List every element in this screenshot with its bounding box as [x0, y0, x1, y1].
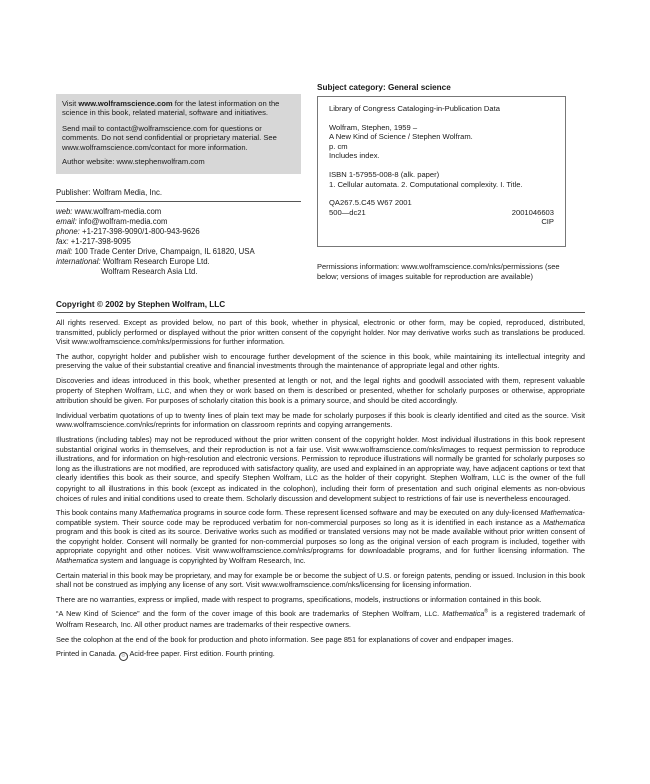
- legal-paragraph: All rights reserved. Except as provided below, no part of this book, whether in physical, electronic or other form, may be copied, reproduced, distributed, transmitted, publicly performed or displayed without the prior written consent of the copyright holder. Nor may derivative works such as translations be produced. Visit www.wolframscience.com/nks/permissions for further information.: [56, 318, 585, 347]
- publisher-title: Publisher: Wolfram Media, Inc.: [56, 188, 301, 202]
- legal-paragraph: This book contains many Mathematica programs in source code form. These represent licensed software and may be executed on any duly-licensed Mathematica-compatible system. Their source code may be reproduced verbatim for non-commercial purposes so long as it is identified in each instance as a Mathematica program and this book is cited as its source. Derivative works such as modified or translated versions may not be made available without prior written consent of the copyright holder. Consent will normally be granted for non-commercial purposes so long as the original version of each program is included, together with appropriate copyright and other notices. Visit www.wolframscience.com/nks/programs for downloadable programs, and for further licensing information. The Mathematica system and language is copyrighted by Wolfram Research, Inc.: [56, 508, 585, 566]
- cip-isbn: ISBN 1-57955-008-8 (alk. paper): [329, 169, 440, 179]
- cip-call-number: QA267.5.C45 W67 2001: [329, 198, 412, 208]
- cip-title: A New Kind of Science / Stephen Wolfram.: [329, 132, 473, 142]
- publisher-line: phone: +1-217-398-9090/1-800-943-9626: [56, 227, 200, 236]
- publisher-block: [56, 188, 301, 277]
- legal-paragraph: The author, copyright holder and publisher wish to encourage further development of the science in this book, while maintaining its intellectual integrity and preserving the value of their substantial creative and financial investments through the maintenance of appropriate legal and other rights.: [56, 351, 585, 371]
- copyright-rule: [56, 312, 585, 313]
- cip-subjects: 1. Cellular automata. 2. Computational complexity. I. Title.: [329, 179, 523, 189]
- cip-lccn: 2001046603: [511, 207, 554, 217]
- legal-text: [56, 318, 585, 666]
- legal-paragraph: Discoveries and ideas introduced in this book, whether presented at length or not, and the legal rights and goodwill associated with them, represent valuable property of Stephen Wolfram, LLC, and when they or work based on them is described or presented, whether for scholarly purposes or otherwise, appropriate attribution should be given. For purposes of scholarly citation this book is a primary source, and should be cited accordingly.: [56, 375, 586, 406]
- copyright-title: Copyright © 2002 by Stephen Wolfram, LLC: [56, 300, 226, 309]
- publisher-line: mail: 100 Trade Center Drive, Champaign, IL 61820, USA: [56, 247, 255, 256]
- publisher-line: fax: +1-217-398-9095: [56, 237, 131, 246]
- author-website: Author website: www.stephenwolfram.com: [62, 157, 205, 167]
- publisher-line: Wolfram Research Asia Ltd.: [101, 267, 198, 276]
- legal-paragraph: Illustrations (including tables) may not be reproduced without the prior written consent of the copyright holder. Most individual illustrations in this book represent substantial original works in themselves, and their reproduction is not a fair use. Visit www.wolframscience.com/nks/images to request permission to reproduce illustrations, and for information on high-resolution and electronic versions. Permission to reproduce illustrations will normally be granted for scholarly purposes so long as the illustrations are not modified, are reproduced with satisfactory quality, are used and explained in an appropriate way, have adjacent captions or text that clearly identifies this book as their source, and specify Stephen Wolfram, LLC as the holder of their copyright. Stephen Wolfram, LLC is the owner of the full copyright to all illustrations in this book (except as indicated in the colophon), including their form of presentation and such original elements as non-obvious choices of rules and initial conditions used to create them. Scholarly discussion and development subject to restrictions of fair use is nevertheless encouraged.: [56, 434, 586, 503]
- publisher-line: international: Wolfram Research Europe Ltd.: [56, 257, 210, 266]
- visit-text: Visit www.wolframscience.com for the latest information on the science in this book, related material, software and initiatives.: [62, 99, 280, 118]
- info-box: [56, 94, 301, 174]
- legal-paragraph: Individual verbatim quotations of up to twenty lines of plain text may be made for scholarly purposes if this book is clearly identified and cited as the source. Visit www.wolframscience.com/nks/reprints for information on classroom reprints and copying arrangements.: [56, 410, 585, 430]
- recycle-icon: ♲: [119, 652, 128, 661]
- cip-dewey-row: [329, 208, 554, 218]
- legal-paragraph: Certain material in this book may be proprietary, and may for example be or become the subject of U.S. or foreign patents, pending or issued. Inclusion in this book shall not be construed as implying any license of any sort. Visit www.wolframscience.com/nks/licensing for licensing information.: [56, 570, 585, 590]
- legal-paragraph: There are no warranties, express or implied, made with respect to programs, specifications, models, instructions or information contained in this book.: [56, 594, 542, 604]
- mail-text: Send mail to contact@wolframscience.com for questions or comments. Do not send confidential or proprietary material. See www.wolframscience.com/contact for more information.: [62, 123, 277, 152]
- permissions-info: Permissions information: www.wolframscience.com/nks/permissions (see below; versions of images suitable for reproduction are available): [317, 262, 560, 281]
- cip-label: CIP: [541, 217, 554, 227]
- legal-paragraph: “A New Kind of Science” and the form of the cover image of this book are trademarks of Stephen Wolfram, LLC. Mathematica® is a registered trademark of Wolfram Research, Inc. All other product names are trademarks of their respective owners.: [56, 609, 585, 630]
- cip-index: Includes index.: [329, 151, 380, 161]
- cip-pages: p. cm: [329, 141, 348, 151]
- subject-category: Subject category: General science: [317, 83, 451, 92]
- visit-site-link[interactable]: www.wolframscience.com: [78, 99, 173, 108]
- cip-data-box: [317, 96, 566, 247]
- cip-dewey: 500—dc21: [329, 207, 366, 217]
- cip-author: Wolfram, Stephen, 1959 –: [329, 122, 418, 132]
- publisher-line: web: www.wolfram-media.com: [56, 207, 162, 216]
- legal-paragraph: See the colophon at the end of the book for production and photo information. See page 851 for explanations of cover and endpaper images.: [56, 634, 514, 644]
- legal-paragraph: Printed in Canada. ♲ Acid-free paper. First edition. Fourth printing.: [56, 649, 275, 660]
- cip-heading: Library of Congress Cataloging-in-Publication Data: [329, 104, 500, 113]
- publisher-line: email: info@wolfram-media.com: [56, 217, 168, 226]
